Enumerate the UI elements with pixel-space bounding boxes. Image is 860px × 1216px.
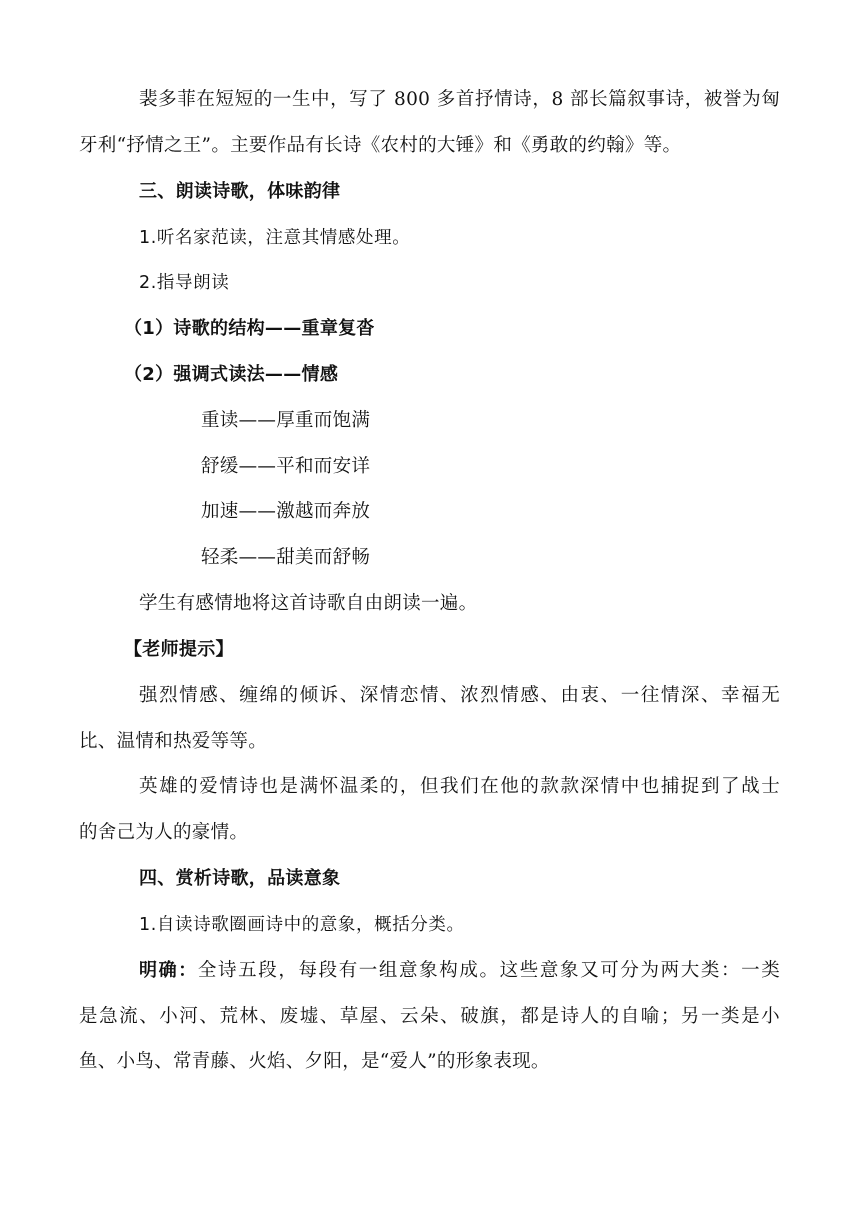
reading-method: 重读——厚重而饱满: [201, 410, 371, 431]
sub-heading: （2）强调式读法——情感: [124, 364, 339, 385]
paragraph-line: 是急流、小河、荒林、废墟、草屋、云朵、破旗，都是诗人的自喻；另一类是小: [79, 1006, 780, 1027]
answer-label: 明确：: [139, 960, 198, 981]
section-heading: 四、赏析诗歌，品读意象: [139, 868, 341, 889]
paragraph-line: 英雄的爱情诗也是满怀温柔的，但我们在他的款款深情中也捕捉到了战士: [139, 776, 780, 797]
reading-method: 加速——激越而奔放: [201, 501, 371, 522]
paragraph-line: 牙利“抒情之王”。主要作品有长诗《农村的大锤》和《勇敢的约翰》等。: [79, 135, 682, 156]
paragraph-line: 裴多菲在短短的一生中，写了 800 多首抒情诗，8 部长篇叙事诗，被誉为匈: [139, 89, 780, 110]
section-heading: 三、朗读诗歌，体味韵律: [139, 181, 341, 202]
paragraph-line: 强烈情感、缠绵的倾诉、深情恋情、浓烈情感、由衷、一往情深、幸福无: [139, 685, 780, 706]
paragraph-line: 学生有感情地将这首诗歌自由朗读一遍。: [139, 593, 478, 614]
step-item: 1.听名家范读，注意其情感处理。: [139, 228, 411, 248]
answer-text: 全诗五段，每段有一组意象构成。这些意象又可分为两大类：一类: [197, 960, 780, 981]
paragraph-line: 比、温情和热爱等等。: [79, 731, 268, 752]
answer-line: [139, 959, 780, 983]
paragraph-line: 的舍己为人的豪情。: [79, 822, 249, 843]
teacher-tip-heading: 【老师提示】: [124, 639, 234, 660]
step-item: 2.指导朗读: [139, 273, 230, 293]
reading-method: 舒缓——平和而安详: [201, 456, 371, 477]
step-item: 1.自读诗歌圈画诗中的意象，概括分类。: [139, 915, 465, 935]
reading-method: 轻柔——甜美而舒畅: [201, 547, 371, 568]
sub-heading: （1）诗歌的结构——重章复沓: [124, 318, 375, 339]
paragraph-line: 鱼、小鸟、常青藤、火焰、夕阳，是“爱人”的形象表现。: [79, 1051, 550, 1072]
